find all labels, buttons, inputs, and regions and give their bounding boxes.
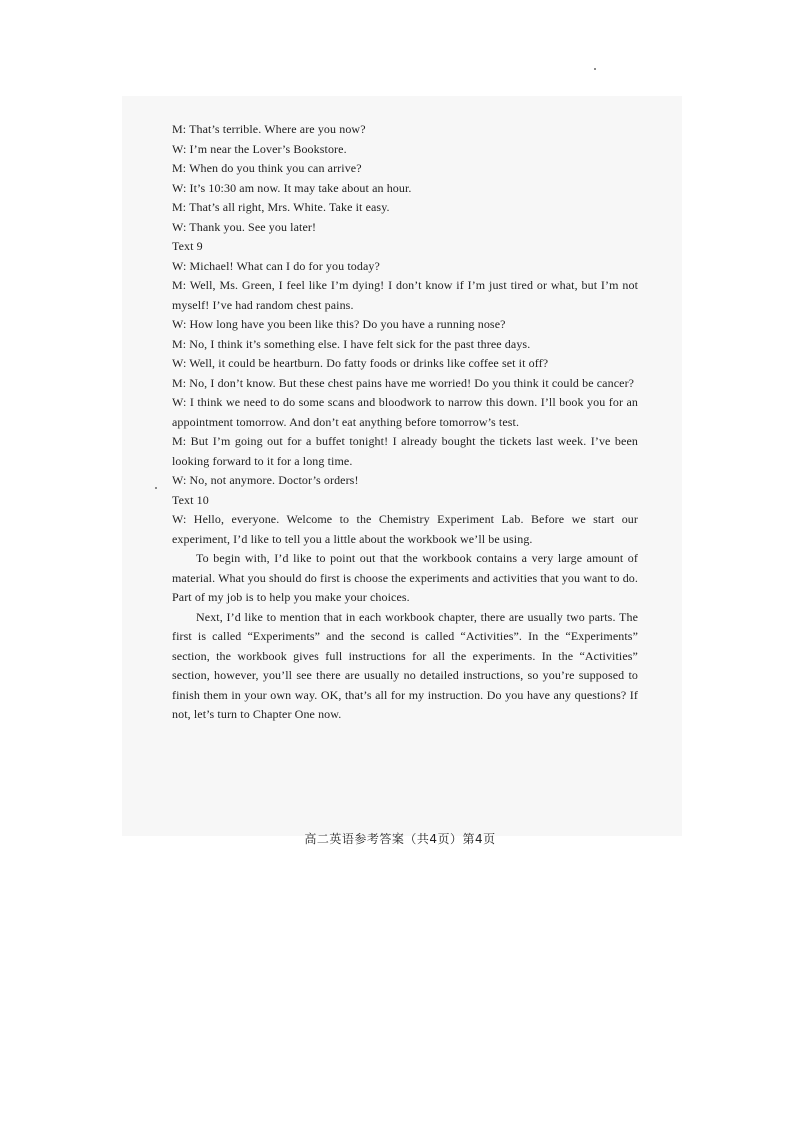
- dialogue-line: W: It’s 10:30 am now. It may take about an hour.: [172, 180, 412, 195]
- monologue-paragraph: Next, I’d like to mention that in each workbook chapter, there are usually two parts. The first is called “Experiments” and the second is called “Activities”. In the “Experiments” section, the workbook gives full instructions for all the experiments. In the “Activities” section, however, you’ll see there are usually no detailed instructions, so you’re supposed to finish them in your own way. OK, that’s all for my instruction. Do you have any questions? If not, let’s turn to Chapter One now.: [172, 609, 638, 721]
- dialogue-line: W: I think we need to do some scans and bloodwork to narrow this down. I’ll book you for an appointment tomorrow. And don’t eat anything before tomorrow’s test.: [172, 395, 638, 429]
- dialogue-line: M: No, I think it’s something else. I have felt sick for the past three days.: [172, 336, 531, 351]
- dialogue-line: W: Thank you. See you later!: [172, 219, 317, 234]
- dialogue-line: M: Well, Ms. Green, I feel like I’m dying! I don’t know if I’m just tired or what, but I’m not myself! I’ve had random chest pains.: [172, 278, 638, 312]
- dialogue-line: M: But I’m going out for a buffet tonight! I already bought the tickets last week. I’ve been looking forward to it for a long time.: [172, 434, 638, 468]
- answer-key-transcript: [172, 120, 638, 725]
- dialogue-8-end: [172, 120, 638, 237]
- dialogue-line: M: When do you think you can arrive?: [172, 161, 362, 175]
- section-heading: Text 9: [172, 239, 203, 253]
- dialogue-line: W: I’m near the Lover’s Bookstore.: [172, 141, 347, 156]
- text-9-section: [172, 237, 638, 491]
- scan-speck: [594, 68, 596, 70]
- dialogue-line: M: That’s all right, Mrs. White. Take it easy.: [172, 200, 390, 214]
- dialogue-line: W: Michael! What can I do for you today?: [172, 258, 380, 273]
- scan-speck: [155, 487, 157, 489]
- dialogue-line: W: How long have you been like this? Do you have a running nose?: [172, 317, 506, 331]
- section-heading: Text 10: [172, 492, 209, 507]
- dialogue-line: M: That’s terrible. Where are you now?: [172, 122, 366, 136]
- page-footer: 高二英语参考答案（共4页）第4页: [304, 832, 496, 846]
- dialogue-line: W: Well, it could be heartburn. Do fatty foods or drinks like coffee set it off?: [172, 356, 549, 370]
- dialogue-line: M: No, I don’t know. But these chest pains have me worried! Do you think it could be cancer?: [172, 375, 635, 390]
- monologue-intro: W: Hello, everyone. Welcome to the Chemistry Experiment Lab. Before we start our experiment, I’d like to tell you a little about the workbook we’ll be using.: [172, 512, 638, 546]
- dialogue-line: W: No, not anymore. Doctor’s orders!: [172, 473, 359, 487]
- text-10-section: [172, 491, 638, 725]
- monologue-paragraph: To begin with, I’d like to point out that the workbook contains a very large amount of material. What you should do first is choose the experiments and activities that you want to do. Part of my job is to help you make your choices.: [172, 551, 638, 604]
